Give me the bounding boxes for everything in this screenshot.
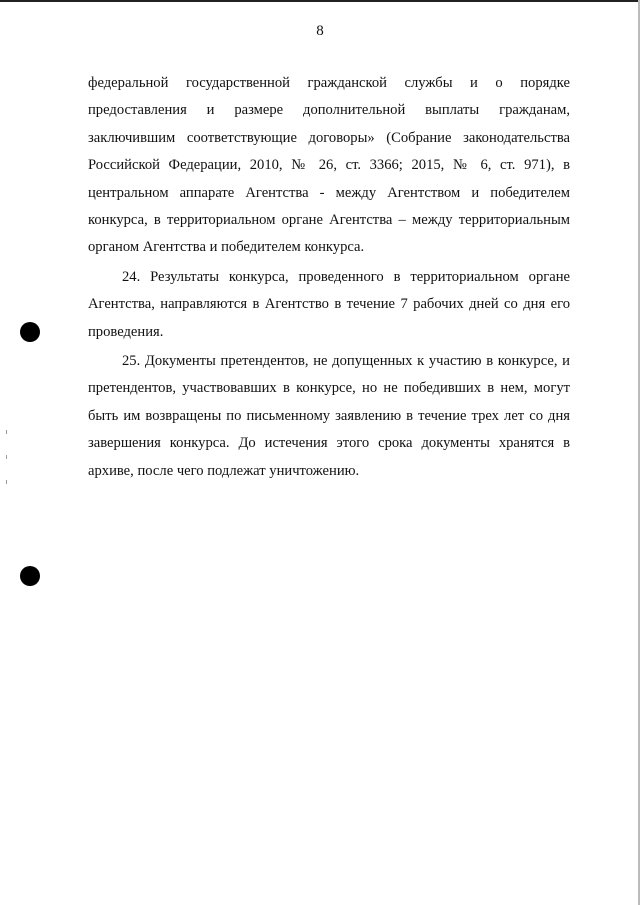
scan-top-edge [0,0,640,2]
paragraph-continuation: федеральной государственной гражданской службы и о порядке предоставления и размере дополнительной выплаты гражданам, заключившим соответствующие договоры» (Собрание законодательства Российской Федерации, 2010, № 26, ст. 3366; 2015, № 6, ст. 971), в центральном аппарате Агентства - между Агентством и победителем конкурса, в территориальном органе Агентства – между территориальным органом Агентства и победителем конкурса. [88,75,570,256]
punch-hole-upper [20,322,40,342]
page-number: 8 [316,23,324,39]
punch-hole-lower [20,566,40,586]
scan-edge-mark [6,455,7,459]
document-body [88,70,570,485]
scan-edge-mark [6,480,7,484]
paragraph-item-25: 25. Документы претендентов, не допущенных к участию в конкурсе, и претендентов, участвовавших в конкурсе, но не победивших в нем, могут быть им возвращены по письменному заявлению в течение трех лет со дня завершения конкурса. До истечения этого срока документы хранятся в архиве, после чего подлежат уничтожению. [88,353,570,479]
scan-edge-mark [6,430,7,434]
paragraph-item-24: 24. Результаты конкурса, проведенного в территориальном органе Агентства, направляются в Агентство в течение 7 рабочих дней со дня его проведения. [88,268,570,340]
